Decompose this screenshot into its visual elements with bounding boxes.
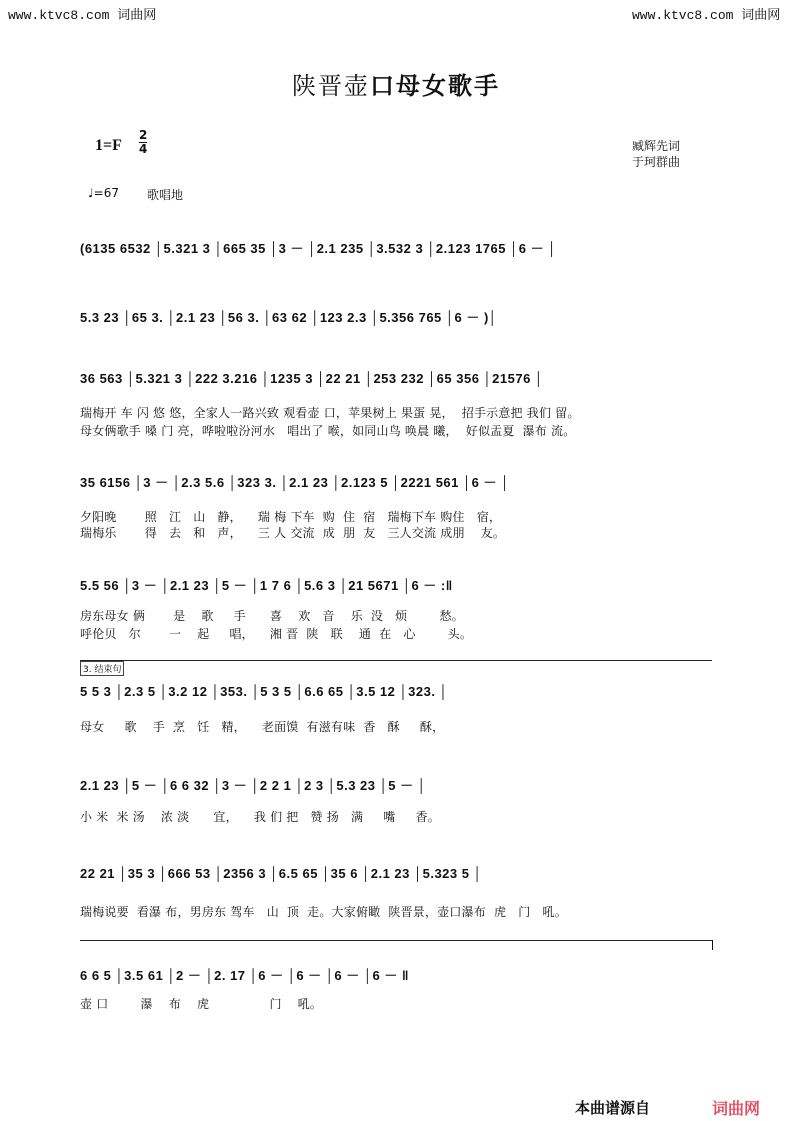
time-signature (139, 129, 147, 156)
lyric-row-3-verse-2: 母女俩歌手 嗓 门 亮，哗啦啦汾河水 唱出了 喉，如同山鸟 唤晨 曦， 好似盂夏 瀑布 流。 (80, 424, 576, 438)
lyric-row-9: 壶 口 瀑 布 虎 门 吼。 (80, 997, 323, 1011)
lyric-row-5-verse-1: 房东母女 俩 是 歌 手 喜 欢 音 乐 没 烦 愁。 (80, 609, 464, 623)
song-title (0, 66, 792, 101)
tempo-mark: ♩=67 (88, 186, 119, 200)
score-row-9: 6 6 5 │3.5 61 │2 － │2. 17 │6 － │6 － │6 － │6 － ‖ (80, 968, 409, 983)
score-row-4: 35 6156 │3 － │2.3 5.6 │323 3. │2.1 23 │2.123 5 │2221 561 │6 － │ (80, 475, 510, 490)
lyric-row-8: 瑞梅说要 看瀑 布，男房东 驾车 山 顶 走。大家俯瞰 陕晋景，壶口瀑布 虎 门 吼。 (80, 905, 567, 919)
site-header-right[interactable]: www.ktvc8.com 词曲网 (632, 8, 781, 23)
footer-source-text: 本曲谱源自 (575, 1099, 651, 1117)
key-signature: 1=F (95, 137, 122, 154)
lyricist: 臧辉先词 (632, 139, 681, 153)
ending-bracket-line (80, 940, 712, 941)
time-sig-bottom: 4 (139, 142, 148, 156)
lyric-row-3-verse-1: 瑞梅开 车 闪 悠 悠，全家人一路兴致 观看壶 口，苹果树上 果蛋 晃， 招手示意把 我们 留。 (80, 406, 580, 420)
lyric-row-7: 小 米 米 汤 浓 淡 宜， 我 们 把 赞 扬 满 嘴 香。 (80, 810, 440, 824)
lyric-row-5-verse-2: 呼伦贝 尔 一 起 唱， 湘 晋 陕 联 通 在 心 头。 (80, 627, 473, 641)
lyric-row-4-verse-2: 瑞梅乐 得 去 和 声， 三 人 交流 成 朋 友 三人交流 成朋 友。 (80, 526, 506, 540)
score-row-2: 5.3 23 │65 3. │2.1 23 │56 3. │63 62 │123 2.3 │5.356 765 │6 － )│ (80, 310, 498, 325)
score-row-7: 2.1 23 │5 － │6 6 32 │3 － │2 2 1 │2 3 │5.3 23 │5 － │ (80, 778, 427, 793)
composer: 于珂群曲 (632, 155, 681, 169)
title-part-bold: 口母女歌手 (370, 72, 500, 100)
score-row-5: 5.5 56 │3 － │2.1 23 │5 － │1 7 6 │5.6 3 │21 5671 │6 － :‖ (80, 578, 453, 593)
time-sig-top: 2 (139, 128, 148, 142)
footer-logo: 词曲网 (712, 1099, 761, 1118)
lyric-row-4-verse-1: 夕阳晚 照 江 山 静， 瑞 梅 下车 购 住 宿 瑞梅下车 购住 宿， (80, 510, 502, 524)
lyric-row-6: 母女 歌 手 烹 饪 精， 老面馍 有滋有味 香 酥 酥， (80, 720, 445, 734)
ending-bracket-tick (712, 940, 713, 950)
score-row-3: 36 563 │5.321 3 │222 3.216 │1235 3 │22 21 │253 232 │65 356 │21576 │ (80, 371, 544, 386)
score-row-6: 5 5 3 │2.3 5 │3.2 12 │353. │5 3 5 │6.6 65 │3.5 12 │323. │ (80, 684, 449, 699)
site-header-left[interactable]: www.ktvc8.com 词曲网 (8, 8, 157, 23)
volta-line (80, 660, 712, 661)
score-row-1: (6135 6532 │5.321 3 │665 35 │3 － │2.1 235 │3.532 3 │2.123 1765 │6 － │ (80, 241, 557, 256)
section-label: 3. 结束句 (80, 661, 124, 676)
performance-style: 歌唱地 (147, 188, 184, 202)
score-row-8: 22 21 │35 3 │666 53 │2356 3 │6.5 65 │35 6 │2.1 23 │5.323 5 │ (80, 866, 483, 881)
title-part-normal: 陕晋壶 (292, 72, 370, 100)
